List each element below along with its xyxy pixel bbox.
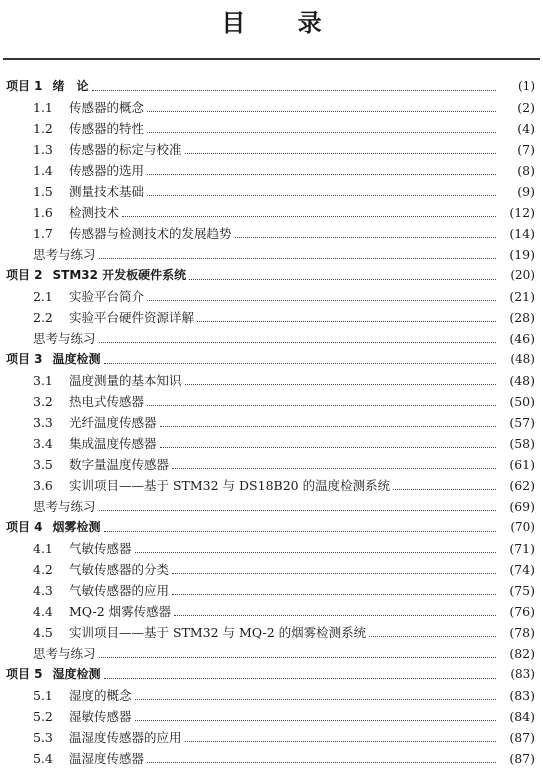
toc-section-entry[interactable] <box>0 412 543 433</box>
entry-title: 实训项目——基于 STM32 与 DS18B20 的温度检测系统 <box>69 478 391 493</box>
entry-number: 1.5 <box>33 184 53 199</box>
toc-section-entry[interactable] <box>0 622 543 643</box>
page-number: (61) <box>509 457 535 472</box>
dot-leader <box>147 404 496 406</box>
toc-section-entry[interactable] <box>0 685 543 706</box>
dot-leader <box>92 89 496 91</box>
entry-title: 温度测量的基本知识 <box>69 373 182 388</box>
entry-number: 1.3 <box>33 142 53 157</box>
entry-title: 实训项目——基于 STM32 与 MQ-2 的烟雾检测系统 <box>69 625 367 640</box>
page-number: (76) <box>509 604 535 619</box>
entry-number: 3.2 <box>33 394 53 409</box>
page-number: (71) <box>509 541 535 556</box>
entry-title: 气敏传感器的应用 <box>69 583 170 598</box>
entry-title: 数字量温度传感器 <box>69 457 170 472</box>
dot-leader <box>197 320 496 322</box>
page-number: (21) <box>509 289 535 304</box>
dot-leader <box>174 614 496 616</box>
page-number: (83) <box>510 667 535 681</box>
dot-leader <box>172 593 496 595</box>
toc-section-entry[interactable] <box>0 223 543 244</box>
entry-number: 1.2 <box>33 121 53 136</box>
page-number: (75) <box>509 583 535 598</box>
dot-leader <box>160 446 496 448</box>
dot-leader <box>160 425 496 427</box>
toc-exercise-entry[interactable] <box>0 643 543 664</box>
entry-title: 集成温度传感器 <box>69 436 157 451</box>
dot-leader <box>104 362 496 364</box>
entry-number: 项目 4 <box>6 520 43 534</box>
entry-number: 5.1 <box>33 688 53 703</box>
entry-title: 实验平台简介 <box>69 289 145 304</box>
entry-number: 项目 3 <box>6 352 43 366</box>
page-number: (2) <box>517 100 535 115</box>
entry-number: 4.2 <box>33 562 53 577</box>
dot-leader <box>104 530 496 532</box>
page-number: (84) <box>509 709 535 724</box>
entry-number: 3.6 <box>33 478 53 493</box>
page-number: (20) <box>510 268 535 282</box>
toc-section-entry[interactable] <box>0 727 543 748</box>
entry-title: 湿度检测 <box>52 667 101 681</box>
entry-title: 气敏传感器的分类 <box>69 562 170 577</box>
entry-number: 4.3 <box>33 583 53 598</box>
page-number: (7) <box>517 142 535 157</box>
entry-number: 1.4 <box>33 163 53 178</box>
entry-title: 实验平台硬件资源详解 <box>69 310 195 325</box>
toc-section-entry[interactable] <box>0 601 543 622</box>
entry-title: 气敏传感器 <box>69 541 132 556</box>
page-number: (62) <box>509 478 535 493</box>
toc-section-entry[interactable] <box>0 181 543 202</box>
toc-exercise-entry[interactable] <box>0 496 543 517</box>
entry-title: 传感器的概念 <box>69 100 145 115</box>
page-number: (46) <box>509 331 535 346</box>
dot-leader <box>147 761 496 763</box>
entry-number: 3.4 <box>33 436 53 451</box>
entry-title: 温湿度传感器的应用 <box>69 730 182 745</box>
dot-leader <box>135 551 496 553</box>
entry-title: 测量技术基础 <box>69 184 145 199</box>
dot-leader <box>99 257 496 259</box>
toc-section-entry[interactable] <box>0 307 543 328</box>
page-number: (74) <box>509 562 535 577</box>
page-number: (28) <box>509 310 535 325</box>
toc-section-entry[interactable] <box>0 706 543 727</box>
page-number: (50) <box>509 394 535 409</box>
entry-title: 传感器的标定与校准 <box>69 142 182 157</box>
page-number: (57) <box>509 415 535 430</box>
page-number: (9) <box>517 184 535 199</box>
entry-number: 2.1 <box>33 289 53 304</box>
entry-title: 思考与练习 <box>33 499 96 514</box>
entry-title: 思考与练习 <box>33 331 96 346</box>
dot-leader <box>172 572 496 574</box>
toc-chapter-entry[interactable] <box>0 265 543 286</box>
entry-title: 传感器的选用 <box>69 163 145 178</box>
toc-section-entry[interactable] <box>0 391 543 412</box>
toc-section-entry[interactable] <box>0 580 543 601</box>
dot-leader <box>189 278 496 280</box>
dot-leader <box>122 215 496 217</box>
entry-number: 1.7 <box>33 226 53 241</box>
entry-number: 5.3 <box>33 730 53 745</box>
entry-number: 5.2 <box>33 709 53 724</box>
dot-leader <box>147 173 496 175</box>
entry-title: 绪 论 <box>52 79 89 93</box>
dot-leader <box>99 656 496 658</box>
entry-number: 1.1 <box>33 100 53 115</box>
dot-leader <box>369 635 496 637</box>
page-number: (69) <box>509 499 535 514</box>
toc-section-entry[interactable] <box>0 286 543 307</box>
toc-chapter-entry[interactable] <box>0 664 543 685</box>
toc-chapter-entry[interactable] <box>0 517 543 538</box>
entry-title: MQ-2 烟雾传感器 <box>69 604 172 619</box>
toc-section-entry[interactable] <box>0 748 543 769</box>
page-number: (48) <box>509 373 535 388</box>
entry-number: 3.1 <box>33 373 53 388</box>
dot-leader <box>147 194 496 196</box>
page-number: (12) <box>509 205 535 220</box>
toc-section-entry[interactable] <box>0 433 543 454</box>
toc-section-entry[interactable] <box>0 538 543 559</box>
page-number: (87) <box>509 730 535 745</box>
toc-chapter-entry[interactable] <box>0 76 543 97</box>
toc-section-entry[interactable] <box>0 454 543 475</box>
entry-title: 湿度的概念 <box>69 688 132 703</box>
entry-title: 光纤温度传感器 <box>69 415 157 430</box>
page-number: (87) <box>509 751 535 766</box>
page-number: (82) <box>509 646 535 661</box>
toc-section-entry[interactable] <box>0 97 543 118</box>
dot-leader <box>147 110 496 112</box>
entry-number: 4.5 <box>33 625 53 640</box>
toc-section-entry[interactable] <box>0 475 543 496</box>
toc-section-entry[interactable] <box>0 559 543 580</box>
dot-leader <box>99 509 496 511</box>
entry-title: 热电式传感器 <box>69 394 145 409</box>
page-title: 目 录 <box>221 9 344 37</box>
dot-leader <box>185 740 496 742</box>
entry-title: 思考与练习 <box>33 247 96 262</box>
entry-number: 3.5 <box>33 457 53 472</box>
entry-number: 4.4 <box>33 604 53 619</box>
entry-title: 温度检测 <box>52 352 101 366</box>
page-number: (83) <box>509 688 535 703</box>
entry-number: 项目 2 <box>6 268 43 282</box>
entry-number: 2.2 <box>33 310 53 325</box>
page-number: (14) <box>509 226 535 241</box>
title-divider <box>3 58 540 60</box>
entry-title: 检测技术 <box>69 205 120 220</box>
toc-chapter-entry[interactable] <box>0 349 543 370</box>
dot-leader <box>135 719 496 721</box>
entry-number: 3.3 <box>33 415 53 430</box>
entry-title: 温湿度传感器 <box>69 751 145 766</box>
entry-title: 湿敏传感器 <box>69 709 132 724</box>
page-number: (1) <box>518 79 535 93</box>
entry-number: 1.6 <box>33 205 53 220</box>
entry-number: 项目 5 <box>6 667 43 681</box>
entry-title: 烟雾检测 <box>52 520 101 534</box>
dot-leader <box>235 236 496 238</box>
dot-leader <box>393 488 496 490</box>
entry-number: 项目 1 <box>6 79 43 93</box>
dot-leader <box>185 152 496 154</box>
toc-section-entry[interactable] <box>0 370 543 391</box>
page-number: (48) <box>510 352 535 366</box>
page-number: (58) <box>509 436 535 451</box>
page-number: (78) <box>509 625 535 640</box>
toc-section-entry[interactable] <box>0 139 543 160</box>
table-of-contents <box>0 76 543 769</box>
page-number: (70) <box>510 520 535 534</box>
entry-title: 思考与练习 <box>33 646 96 661</box>
entry-title: STM32 开发板硬件系统 <box>52 268 187 282</box>
dot-leader <box>185 383 496 385</box>
entry-number: 4.1 <box>33 541 53 556</box>
dot-leader <box>147 299 496 301</box>
page-number: (19) <box>509 247 535 262</box>
dot-leader <box>172 467 496 469</box>
entry-number: 5.4 <box>33 751 53 766</box>
toc-section-entry[interactable] <box>0 202 543 223</box>
dot-leader <box>147 131 496 133</box>
toc-exercise-entry[interactable] <box>0 328 543 349</box>
entry-title: 传感器的特性 <box>69 121 145 136</box>
dot-leader <box>99 341 496 343</box>
dot-leader <box>135 698 496 700</box>
page-number: (8) <box>517 163 535 178</box>
toc-section-entry[interactable] <box>0 160 543 181</box>
entry-title: 传感器与检测技术的发展趋势 <box>69 226 232 241</box>
toc-exercise-entry[interactable] <box>0 244 543 265</box>
dot-leader <box>104 677 496 679</box>
page-number: (4) <box>517 121 535 136</box>
toc-section-entry[interactable] <box>0 118 543 139</box>
